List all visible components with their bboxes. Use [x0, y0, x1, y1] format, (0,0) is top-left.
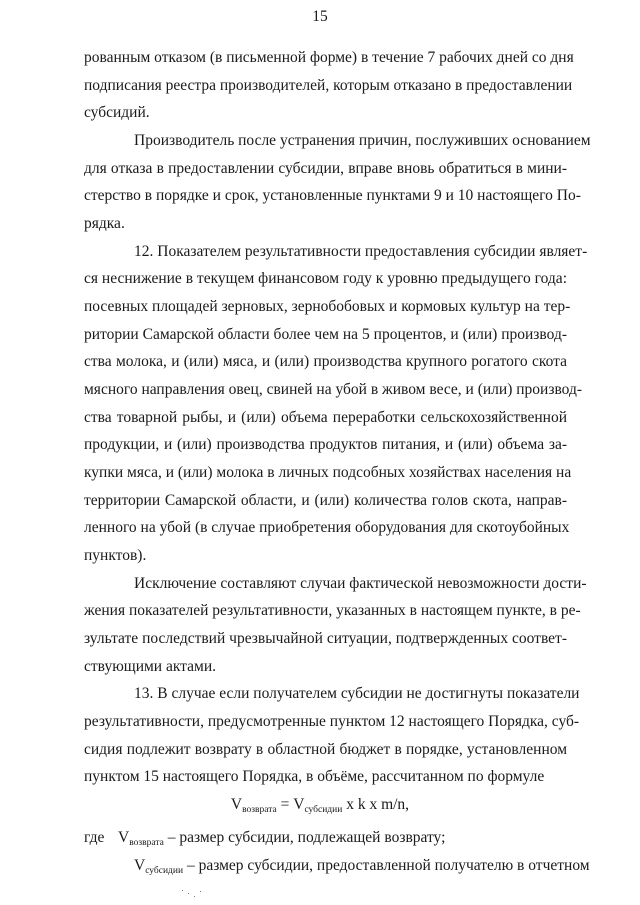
formula-eq: = [276, 796, 294, 813]
text-line: территории Самарской области, и (или) количества голов скота, направ- [84, 492, 567, 509]
text-line: продукции, и (или) производства продуктов питания, и (или) объема за- [84, 436, 567, 453]
text-line: ства товарной рыбы, и (или) объема переработки сельскохозяйственной [84, 409, 567, 426]
formula-sub: возврата [242, 805, 277, 815]
scan-speck [200, 891, 201, 892]
definition-sub: возврата [129, 838, 164, 848]
formula-sub: субсидии [304, 805, 343, 815]
text-line: сидия подлежит возврату в областной бюджет в порядке, установленном [84, 741, 567, 758]
definition [118, 828, 445, 848]
paragraph-first-line: 13. В случае если получателем субсидии не достигнуты показатели [134, 685, 580, 702]
text-line: результативности, предусмотренные пунктом 12 настоящего Порядка, суб- [84, 713, 580, 730]
text-line: субсидий. [84, 104, 150, 121]
text-line: рованным отказом (в письменной форме) в течение 7 рабочих дней со дня [84, 49, 574, 66]
text-line: пунктом 15 настоящего Порядка, в объёме, рассчитанном по формуле [84, 768, 545, 785]
text-line: зультате последствий чрезвычайной ситуации, подтвержденных соответ- [84, 630, 567, 647]
paragraph-first-line: 12. Показателем результативности предоставления субсидии являет- [134, 243, 588, 260]
paragraph-first-line: Производитель после устранения причин, послуживших основанием [134, 132, 591, 149]
definition-sub: субсидии [145, 866, 184, 876]
text-line: ся неснижение в текущем финансовом году к уровню предыдущего года: [84, 270, 567, 287]
definition-line [84, 828, 567, 848]
text-line: купки мяса, и (или) молока в личных подсобных хозяйствах населения на [84, 464, 572, 481]
text-line: стерство в порядке и срок, установленные пунктами 9 и 10 настоящего По- [84, 187, 581, 204]
formula-v: V [293, 796, 305, 813]
text-line: ствующими актами. [84, 658, 217, 675]
definition-line [134, 856, 590, 876]
scan-speck [188, 893, 189, 894]
definition-v: V [134, 857, 146, 874]
text-line: для отказа в предоставлении субсидии, вправе вновь обратиться в мини- [84, 160, 567, 177]
page-number: 15 [312, 8, 328, 25]
text-line: мясного направления овец, свиней на убой в живом весе, и (или) производ- [84, 381, 583, 398]
text-line: жения показателей результативности, указанных в настоящем пункте, в ре- [84, 602, 581, 619]
formula [0, 795, 640, 815]
text-line: пунктов). [84, 547, 147, 564]
definition-text: – размер субсидии, предоставленной получателю в отчетном [183, 857, 590, 874]
text-line: посевных площадей зерновых, зернобобовых и кормовых культур на тер- [84, 298, 571, 315]
text-line: ства молока, и (или) мяса, и (или) производства крупного рогатого скота [84, 353, 567, 370]
formula-v: V [230, 796, 243, 813]
scan-speck [194, 896, 195, 897]
text-line: подписания реестра производителей, которым отказано в предоставлении [84, 77, 573, 94]
definition-text: – размер субсидии, подлежащей возврату; [163, 829, 446, 846]
paragraph-first-line: Исключение составляют случаи фактической невозможности дости- [134, 575, 587, 592]
text-line: ритории Самарской области более чем на 5 процентов, и (или) производ- [84, 326, 567, 343]
scan-speck [182, 890, 183, 891]
where-label: где [84, 829, 105, 846]
definition-v: V [118, 829, 130, 846]
text-line: рядка. [84, 215, 125, 232]
formula-rest: x k x m/n, [342, 796, 410, 813]
text-line: ленного на убой (в случае приобретения оборудования для скотоубойных [84, 519, 570, 536]
